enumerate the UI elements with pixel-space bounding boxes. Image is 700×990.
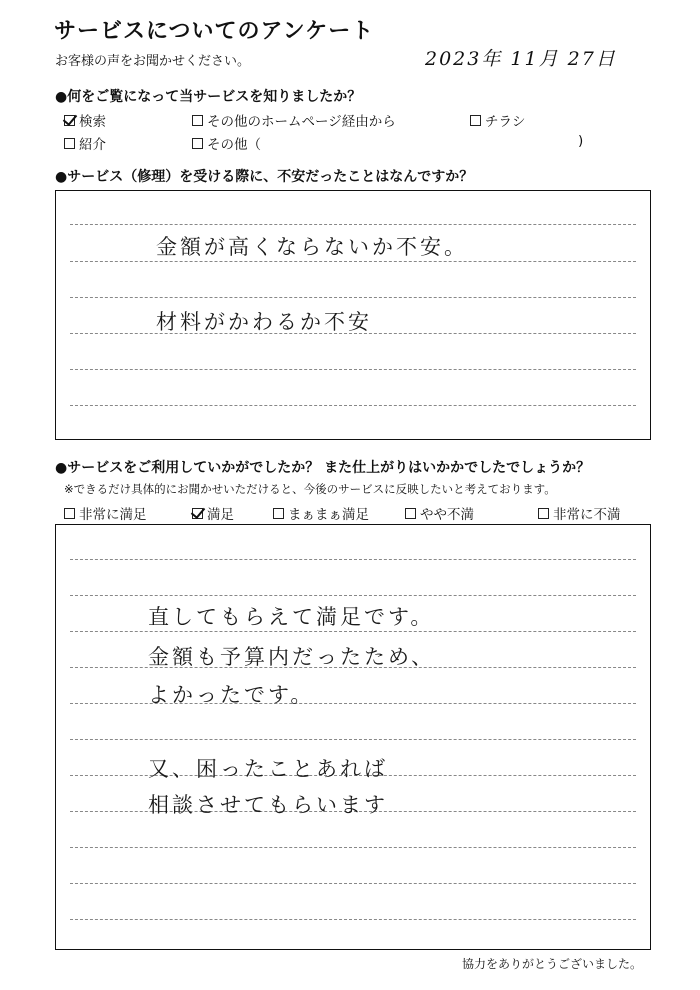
q3-option-somewhat-dissatisfied[interactable]: やや不満: [405, 503, 474, 523]
question-1: ●何をご覧になって当サービスを知りましたか？: [55, 89, 362, 105]
checkbox-icon[interactable]: [405, 508, 416, 519]
checkbox-checked-icon[interactable]: [192, 508, 203, 519]
q3-answer-line-2: 金額も予算内だったため、: [148, 645, 436, 669]
q3-answer-line-4: 又、困ったことあれば: [148, 757, 388, 781]
q3-answer-box[interactable]: [55, 524, 651, 950]
q3-option-very-satisfied[interactable]: 非常に満足: [64, 503, 147, 523]
q2-answer-line-2: 材料がかわるか不安: [156, 310, 372, 334]
checkbox-icon[interactable]: [273, 508, 284, 519]
q3-option-somewhat-satisfied[interactable]: まぁまぁ満足: [273, 503, 369, 523]
q1-option-other[interactable]: その他（: [192, 133, 261, 153]
question-2: ●サービス（修理）を受ける際に、不安だったことはなんですか？: [55, 169, 474, 185]
q3-answer-line-3: よかったです。: [148, 683, 315, 707]
q1-option-search[interactable]: 検索: [64, 110, 106, 130]
q1-option-referral[interactable]: 紹介: [64, 133, 106, 153]
checkbox-icon[interactable]: [192, 138, 203, 149]
q1-other-close-paren: ): [578, 133, 584, 149]
checkbox-icon[interactable]: [470, 115, 481, 126]
checkbox-icon[interactable]: [192, 115, 203, 126]
q3-note: ※できるだけ具体的にお聞かせいただけると、今後のサービスに反映したいと考えております。: [64, 482, 556, 496]
q3-answer-line-5: 相談させてもらいます: [148, 793, 388, 817]
survey-title: サービスについてのアンケート: [54, 19, 375, 44]
q1-option-flyer[interactable]: チラシ: [470, 110, 526, 130]
footer-thanks: 協力をありがとうございました。: [461, 957, 642, 971]
q1-option-other-homepage[interactable]: その他のホームページ経由から: [192, 110, 396, 130]
checkbox-icon[interactable]: [64, 138, 75, 149]
q3-answer-line-1: 直してもらえて満足です。: [148, 605, 435, 629]
checkbox-icon[interactable]: [64, 115, 75, 126]
q2-answer-line-1: 金額が高くならないか不安。: [156, 235, 468, 259]
question-3: ●サービスをご利用していかがでしたか？ また仕上がりはいかかでしたでしょうか？: [55, 460, 591, 476]
q2-answer-box[interactable]: [55, 190, 651, 440]
q3-option-satisfied[interactable]: 満足: [192, 503, 234, 523]
checkbox-icon[interactable]: [538, 508, 549, 519]
q3-option-very-dissatisfied[interactable]: 非常に不満: [538, 503, 621, 523]
checkbox-icon[interactable]: [64, 508, 75, 519]
survey-subtitle: お客様の声をお聞かせください。: [55, 54, 251, 69]
survey-date: 2023年 11月 27日: [425, 48, 617, 70]
